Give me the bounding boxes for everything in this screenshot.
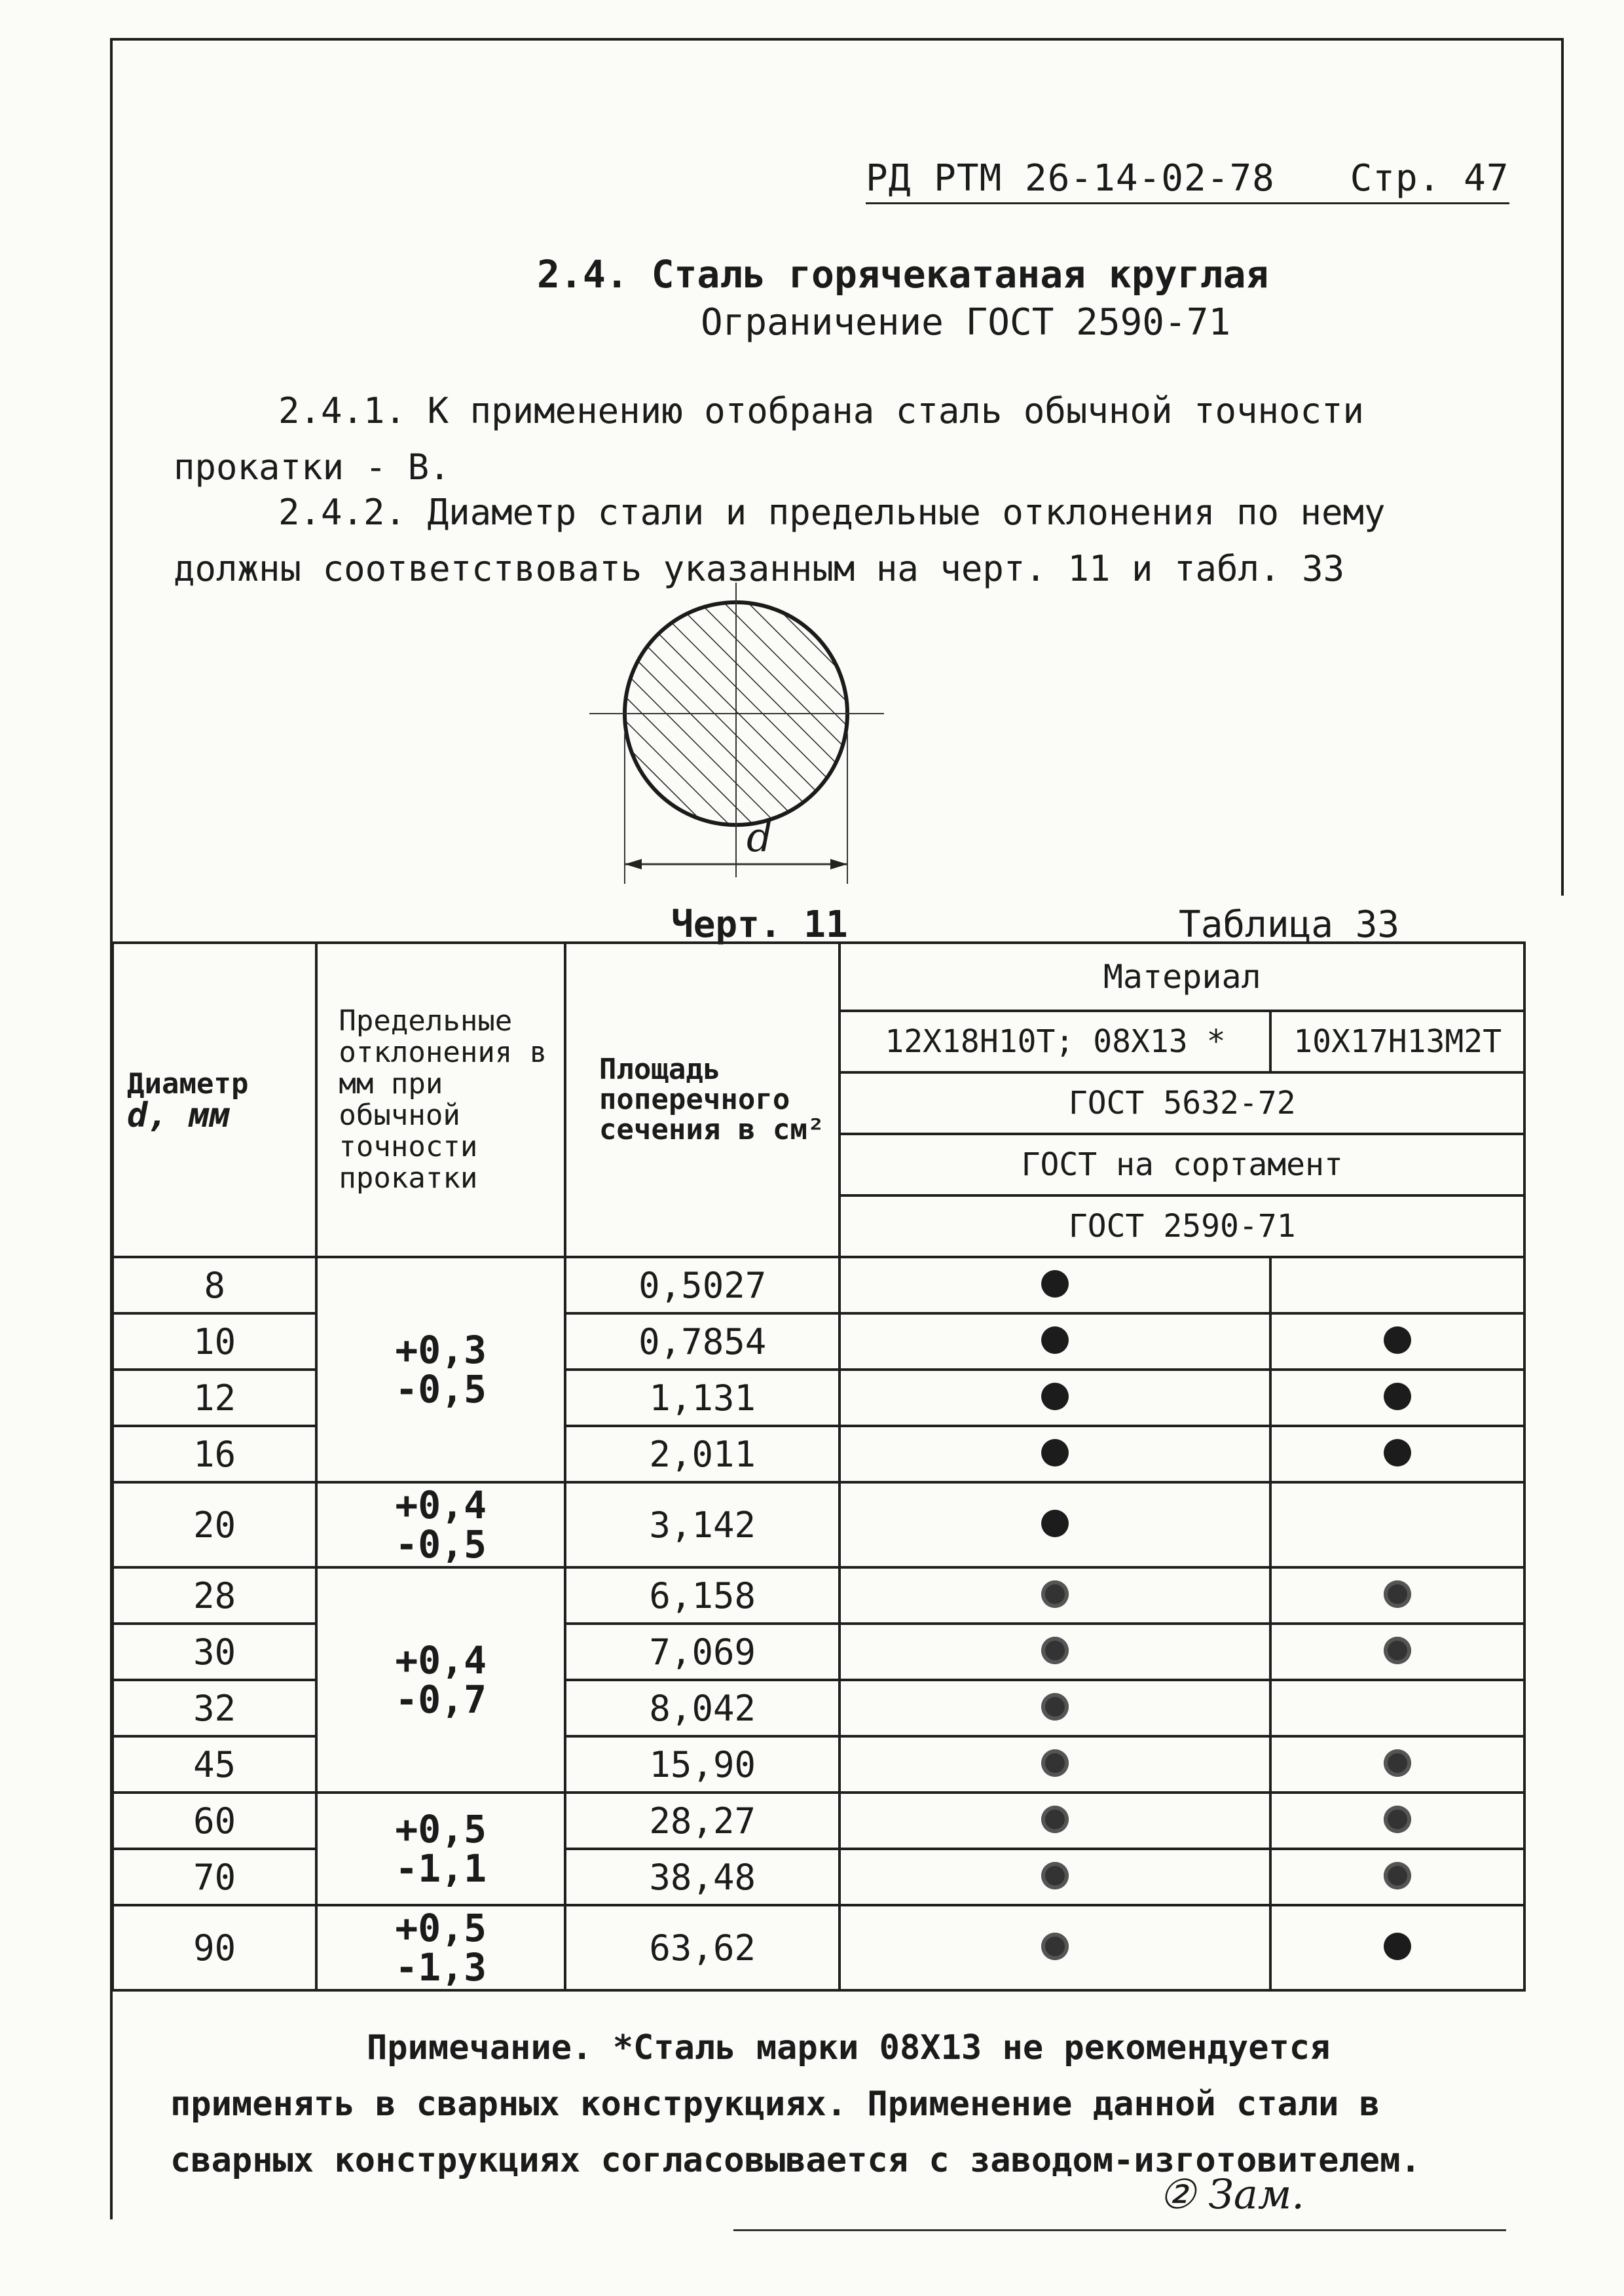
cell-area: 2,011 — [565, 1426, 840, 1482]
cell-mark-a — [840, 1482, 1270, 1567]
applicability-dot — [1041, 1693, 1069, 1721]
cell-mark-a — [840, 1257, 1270, 1313]
applicability-dot — [1384, 1580, 1411, 1608]
applicability-dot — [1384, 1383, 1411, 1410]
cell-mark-a — [840, 1567, 1270, 1624]
cell-area: 15,90 — [565, 1736, 840, 1793]
cell-area: 1,131 — [565, 1370, 840, 1426]
table-row — [113, 1905, 1524, 1990]
cell-diameter: 70 — [113, 1849, 316, 1905]
document-code: РД РТМ 26-14-02-78 — [866, 157, 1275, 200]
cell-area: 8,042 — [565, 1680, 840, 1736]
header-diameter: Диаметр d, мм — [113, 943, 316, 1257]
figure-caption: Черт. 11 — [671, 903, 848, 946]
table-row — [113, 1482, 1524, 1567]
cell-mark-b — [1270, 1567, 1524, 1624]
applicability-dot — [1384, 1326, 1411, 1354]
cell-mark-a — [840, 1624, 1270, 1680]
cell-diameter: 45 — [113, 1736, 316, 1793]
header-gost-range-label: ГОСТ на сортамент — [840, 1134, 1524, 1195]
header-gost-range: ГОСТ 2590-71 — [840, 1195, 1524, 1257]
cell-diameter: 12 — [113, 1370, 316, 1426]
cell-deviation: +0,4 -0,5 — [316, 1482, 565, 1567]
cell-diameter: 30 — [113, 1624, 316, 1680]
applicability-dot — [1041, 1580, 1069, 1608]
header-grade-b: 10Х17Н13М2Т — [1270, 1011, 1524, 1072]
cell-area: 0,5027 — [565, 1257, 840, 1313]
applicability-dot — [1041, 1383, 1069, 1410]
applicability-dot — [1041, 1510, 1069, 1537]
applicability-dot — [1041, 1749, 1069, 1777]
section-subtitle: Ограничение ГОСТ 2590-71 — [701, 301, 1231, 344]
cell-diameter: 20 — [113, 1482, 316, 1567]
table-note — [170, 2020, 1500, 2189]
header-material: Материал — [840, 943, 1524, 1011]
round-bar-cross-section-drawing — [576, 576, 917, 890]
diameter-label: d — [747, 813, 773, 861]
revision-mark: ② Зам. — [1159, 2170, 1304, 2218]
applicability-dot — [1041, 1439, 1069, 1467]
applicability-dot — [1384, 1637, 1411, 1664]
page-frame-right — [1561, 38, 1564, 896]
header-deviation: Предельные отклонения в мм при обычной точности прокатки — [316, 943, 565, 1257]
bottom-rule — [733, 2229, 1506, 2231]
cell-area: 6,158 — [565, 1567, 840, 1624]
table-row — [113, 1567, 1524, 1624]
cell-mark-b — [1270, 1736, 1524, 1793]
applicability-dot — [1384, 1933, 1411, 1960]
note-text: *Сталь марки 08Х13 не рекомендуется применять в сварных конструкциях. Применение данной стали в сварных конструкциях согласовывается с заводом-изготовителем. — [170, 2028, 1421, 2180]
page-number: Стр. 47 — [1350, 157, 1509, 200]
cell-area: 7,069 — [565, 1624, 840, 1680]
cell-diameter: 10 — [113, 1313, 316, 1370]
applicability-dot — [1041, 1806, 1069, 1833]
cell-mark-a — [840, 1313, 1270, 1370]
cell-diameter: 32 — [113, 1680, 316, 1736]
applicability-dot — [1384, 1806, 1411, 1833]
cell-mark-b — [1270, 1905, 1524, 1990]
cell-mark-b — [1270, 1482, 1524, 1567]
cell-area: 0,7854 — [565, 1313, 840, 1370]
cell-mark-b — [1270, 1793, 1524, 1849]
applicability-dot — [1041, 1933, 1069, 1960]
page-header — [866, 157, 1509, 204]
paragraph-2-4-1: 2.4.1. К применению отобрана сталь обычной точности прокатки - В. — [174, 390, 1365, 488]
cell-mark-b — [1270, 1624, 1524, 1680]
applicability-dot — [1041, 1326, 1069, 1354]
cell-mark-b — [1270, 1370, 1524, 1426]
cell-mark-a — [840, 1849, 1270, 1905]
cell-diameter: 16 — [113, 1426, 316, 1482]
applicability-dot — [1384, 1749, 1411, 1777]
cell-deviation: +0,5 -1,3 — [316, 1905, 565, 1990]
cell-diameter: 60 — [113, 1793, 316, 1849]
cell-mark-a — [840, 1793, 1270, 1849]
cell-diameter: 8 — [113, 1257, 316, 1313]
cell-deviation: +0,3 -0,5 — [316, 1257, 565, 1482]
note-label: Примечание. — [367, 2028, 593, 2068]
cell-mark-a — [840, 1680, 1270, 1736]
table-row — [113, 1257, 1524, 1313]
table-row — [113, 1793, 1524, 1849]
applicability-dot — [1384, 1439, 1411, 1467]
cell-mark-a — [840, 1736, 1270, 1793]
cell-mark-a — [840, 1426, 1270, 1482]
cell-diameter: 90 — [113, 1905, 316, 1990]
cell-mark-b — [1270, 1849, 1524, 1905]
applicability-dot — [1041, 1270, 1069, 1298]
cell-mark-a — [840, 1370, 1270, 1426]
cell-area: 63,62 — [565, 1905, 840, 1990]
cell-mark-b — [1270, 1313, 1524, 1370]
cell-deviation: +0,5 -1,1 — [316, 1793, 565, 1905]
applicability-dot — [1384, 1862, 1411, 1889]
cell-deviation: +0,4 -0,7 — [316, 1567, 565, 1793]
page-frame-top — [110, 38, 1564, 41]
cell-mark-b — [1270, 1680, 1524, 1736]
steel-table-33 — [111, 941, 1526, 1992]
cell-area: 3,142 — [565, 1482, 840, 1567]
header-gost-steel: ГОСТ 5632-72 — [840, 1072, 1524, 1134]
table-caption: Таблица 33 — [1179, 903, 1400, 946]
header-grade-a: 12Х18Н10Т; 08Х13 * — [840, 1011, 1270, 1072]
cell-mark-b — [1270, 1426, 1524, 1482]
cell-diameter: 28 — [113, 1567, 316, 1624]
applicability-dot — [1041, 1637, 1069, 1664]
section-title: 2.4. Сталь горячекатаная круглая — [537, 252, 1269, 297]
cell-area: 28,27 — [565, 1793, 840, 1849]
applicability-dot — [1041, 1862, 1069, 1889]
cell-mark-b — [1270, 1257, 1524, 1313]
header-area: Площадь поперечного сечения в см² — [565, 943, 840, 1257]
paragraph-2-4-2: 2.4.2. Диаметр стали и предельные отклонения по нему должны соответствовать указанным на черт. 11 и табл. 33 — [174, 492, 1386, 589]
cell-area: 38,48 — [565, 1849, 840, 1905]
cell-mark-a — [840, 1905, 1270, 1990]
